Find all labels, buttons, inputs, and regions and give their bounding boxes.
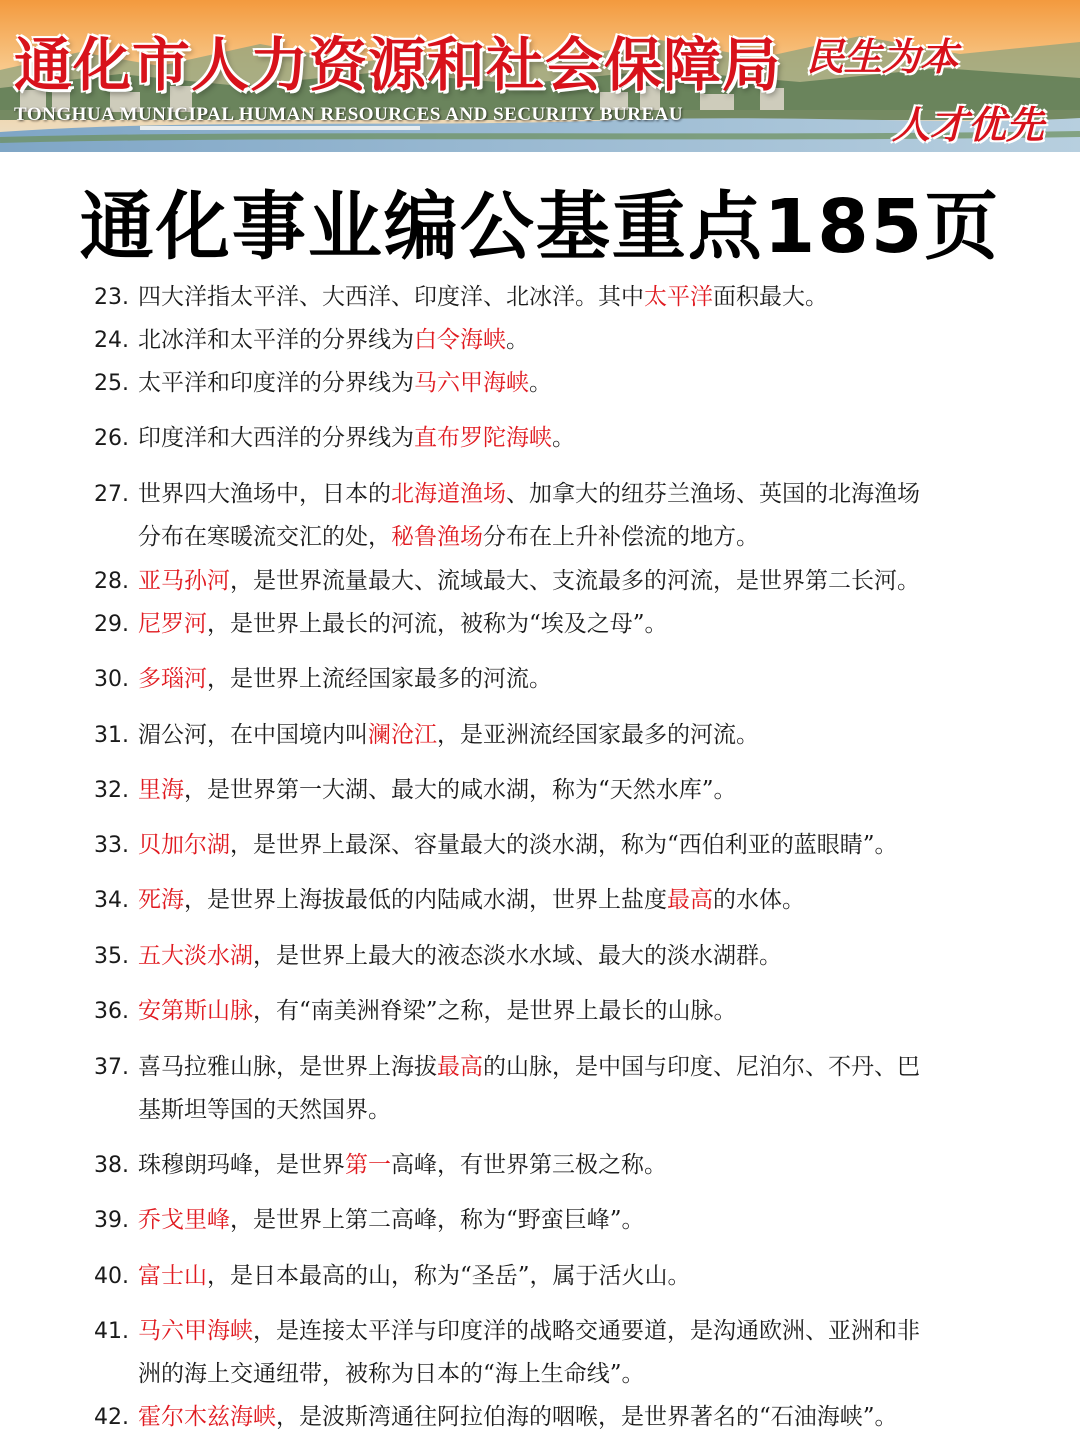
item-text-run: 太平洋和印度洋的分界线为 [138, 370, 414, 396]
item-number: 33. [94, 833, 129, 858]
item-text [138, 319, 994, 362]
item-text-run: ，是波斯湾通往阿拉伯海的咽喉，是世界著名的“石油海峡”。 [276, 1404, 898, 1430]
highlight-term: 贝加尔湖 [138, 832, 230, 858]
item-text [138, 1310, 994, 1353]
item-text-run: ，是世界流量最大、流域最大、支流最多的河流，是世界第二长河。 [230, 568, 920, 594]
list-item [94, 714, 994, 757]
item-text-run: 。 [506, 327, 529, 353]
item-text-run: 湄公河，在中国境内叫 [138, 722, 368, 748]
item-number: 26. [94, 426, 129, 451]
item-number: 35. [94, 944, 129, 969]
highlight-term: 马六甲海峡 [414, 370, 529, 396]
item-text [138, 603, 994, 646]
item-text-run: 基斯坦等国的天然国界。 [138, 1097, 391, 1123]
bureau-title: 通化市人力资源和社会保障局 [14, 31, 782, 99]
item-text [138, 658, 994, 701]
item-number: 37. [94, 1055, 129, 1080]
item-text [138, 879, 994, 922]
list-item [94, 1396, 994, 1439]
highlight-term: 乔戈里峰 [138, 1207, 230, 1233]
list-item [94, 417, 994, 460]
highlight-term: 五大淡水湖 [138, 943, 253, 969]
item-text-continued [138, 1089, 994, 1132]
item-number: 31. [94, 723, 129, 748]
item-number: 34. [94, 888, 129, 913]
item-number: 32. [94, 778, 129, 803]
item-text-run: ，有“南美洲脊梁”之称，是世界上最长的山脉。 [253, 998, 737, 1024]
item-text-run: 四大洋指太平洋、大西洋、印度洋、北冰洋。其中 [138, 284, 644, 310]
list-item [94, 1144, 994, 1187]
list-item [94, 879, 994, 922]
item-text-run: ，是亚洲流经国家最多的河流。 [437, 722, 759, 748]
list-item [94, 935, 994, 978]
item-number: 25. [94, 371, 129, 396]
item-text-run: 高峰，有世界第三极之称。 [391, 1152, 667, 1178]
item-number: 29. [94, 612, 129, 637]
item-text-run: ，是世界第一大湖、最大的咸水湖，称为“天然水库”。 [184, 777, 737, 803]
list-item [94, 658, 994, 701]
item-text-run: ，是日本最高的山，称为“圣岳”，属于活火山。 [207, 1263, 691, 1289]
item-text-run: ，是连接太平洋与印度洋的战略交通要道，是沟通欧洲、亚洲和非 [253, 1318, 920, 1344]
item-text-run: ，是世界上流经国家最多的河流。 [207, 666, 552, 692]
highlight-term: 马六甲海峡 [138, 1318, 253, 1344]
item-text [138, 935, 994, 978]
item-number: 24. [94, 328, 129, 353]
highlight-term: 直布罗陀海峡 [414, 425, 552, 451]
highlight-term: 霍尔木兹海峡 [138, 1404, 276, 1430]
item-number: 41. [94, 1319, 129, 1344]
item-text-run: 喜马拉雅山脉，是世界上海拔 [138, 1054, 437, 1080]
item-text [138, 1199, 994, 1242]
list-item [94, 1310, 994, 1396]
bureau-english-name: TONGHUA MUNICIPAL HUMAN RESOURCES AND SECURITY BUREAU [14, 104, 684, 125]
item-text-run: ，是世界上最深、容量最大的淡水湖，称为“西伯利亚的蓝眼睛”。 [230, 832, 898, 858]
highlight-term: 最高 [437, 1054, 483, 1080]
item-number: 30. [94, 667, 129, 692]
item-text [138, 769, 994, 812]
item-text-run: 珠穆朗玛峰，是世界 [138, 1152, 345, 1178]
list-item [94, 319, 994, 362]
item-text-run: 、加拿大的纽芬兰渔场、英国的北海渔场 [506, 481, 920, 507]
item-text [138, 990, 994, 1033]
highlight-term: 最高 [667, 887, 713, 913]
highlight-term: 第一 [345, 1152, 391, 1178]
list-item [94, 1255, 994, 1298]
item-text [138, 417, 994, 460]
item-text [138, 1046, 994, 1089]
item-text-run: 分布在上升补偿流的地方。 [483, 524, 759, 550]
item-text-run: 的水体。 [713, 887, 805, 913]
item-text-run: ，是世界上海拔最低的内陆咸水湖，世界上盐度 [184, 887, 667, 913]
item-text [138, 560, 994, 603]
highlight-term: 澜沧江 [368, 722, 437, 748]
slogan-talent: 人才优先 [892, 102, 1045, 147]
item-number: 23. [94, 285, 129, 310]
highlight-term: 富士山 [138, 1263, 207, 1289]
highlight-term: 亚马孙河 [138, 568, 230, 594]
highlight-term: 北海道渔场 [391, 481, 506, 507]
list-item [94, 362, 994, 405]
item-number: 27. [94, 482, 129, 507]
item-text [138, 1255, 994, 1298]
item-text-run: 。 [552, 425, 575, 451]
item-text [138, 276, 994, 319]
list-item [94, 990, 994, 1033]
item-text-run: ，是世界上最长的河流，被称为“埃及之母”。 [207, 611, 668, 637]
item-text-run: 世界四大渔场中，日本的 [138, 481, 391, 507]
item-text-run: 北冰洋和太平洋的分界线为 [138, 327, 414, 353]
item-text [138, 473, 994, 516]
item-text-run: 。 [529, 370, 552, 396]
highlight-term: 安第斯山脉 [138, 998, 253, 1024]
item-number: 40. [94, 1264, 129, 1289]
item-text [138, 1396, 994, 1439]
item-text-run: 洲的海上交通纽带，被称为日本的“海上生命线”。 [138, 1361, 645, 1387]
list-item [94, 473, 994, 559]
item-text [138, 362, 994, 405]
highlight-term: 秘鲁渔场 [391, 524, 483, 550]
item-text [138, 824, 994, 867]
item-number: 42. [94, 1405, 129, 1430]
item-text [138, 714, 994, 757]
list-item [94, 560, 994, 603]
highlight-term: 白令海峡 [414, 327, 506, 353]
list-item [94, 603, 994, 646]
highlight-term: 多瑙河 [138, 666, 207, 692]
page-title: 通化事业编公基重点185页 [79, 184, 1001, 270]
list-item [94, 1046, 994, 1132]
item-number: 36. [94, 999, 129, 1024]
highlight-term: 死海 [138, 887, 184, 913]
item-text-run: ，是世界上第二高峰，称为“野蛮巨峰”。 [230, 1207, 645, 1233]
item-text-run: 面积最大。 [713, 284, 828, 310]
item-text-run: ，是世界上最大的液态淡水水域、最大的淡水湖群。 [253, 943, 782, 969]
item-number: 39. [94, 1208, 129, 1233]
highlight-term: 太平洋 [644, 284, 713, 310]
list-item [94, 1199, 994, 1242]
highlight-term: 尼罗河 [138, 611, 207, 637]
item-text-run: 分布在寒暖流交汇的处， [138, 524, 391, 550]
item-text-run: 的山脉，是中国与印度、尼泊尔、不丹、巴 [483, 1054, 920, 1080]
list-item [94, 276, 994, 319]
list-item [94, 769, 994, 812]
item-text-run: 印度洋和大西洋的分界线为 [138, 425, 414, 451]
highlight-term: 里海 [138, 777, 184, 803]
list-item [94, 824, 994, 867]
slogan-people: 民生为本 [806, 34, 959, 79]
item-number: 28. [94, 569, 129, 594]
item-number: 38. [94, 1153, 129, 1178]
item-text-continued [138, 516, 994, 559]
item-text [138, 1144, 994, 1187]
item-text-continued [138, 1353, 994, 1396]
